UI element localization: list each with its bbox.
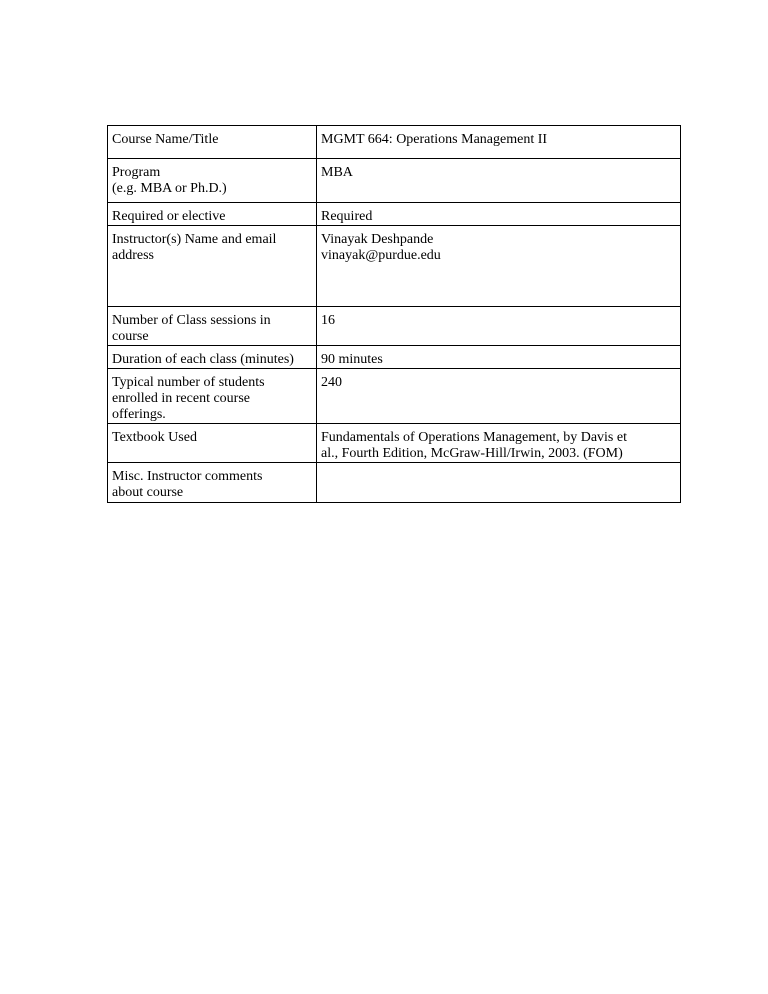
required-label: Required or elective <box>108 203 317 226</box>
instructor-label: Instructor(s) Name and email address <box>108 226 317 307</box>
textbook-value: Fundamentals of Operations Management, by Davis et al., Fourth Edition, McGraw-Hill/Irwin, 2003. (FOM) <box>317 424 681 463</box>
table-row <box>108 424 681 463</box>
sessions-label: Number of Class sessions in course <box>108 307 317 346</box>
sessions-value: 16 <box>317 307 681 346</box>
course-info-table <box>107 125 681 503</box>
program-value: MBA <box>317 159 681 203</box>
duration-label: Duration of each class (minutes) <box>108 346 317 369</box>
table-row <box>108 369 681 424</box>
instructor-name: Vinayak Deshpande <box>321 232 434 247</box>
required-value: Required <box>317 203 681 226</box>
duration-value: 90 minutes <box>317 346 681 369</box>
table-row <box>108 226 681 307</box>
table-row <box>108 346 681 369</box>
textbook-label: Textbook Used <box>108 424 317 463</box>
instructor-value <box>317 226 681 307</box>
table-row <box>108 126 681 159</box>
program-label: Program (e.g. MBA or Ph.D.) <box>108 159 317 203</box>
table-row <box>108 203 681 226</box>
table-row <box>108 307 681 346</box>
course-title-value: MGMT 664: Operations Management II <box>317 126 681 159</box>
students-label: Typical number of students enrolled in recent course offerings. <box>108 369 317 424</box>
misc-comments-value <box>317 463 681 503</box>
misc-comments-label: Misc. Instructor comments about course <box>108 463 317 503</box>
table-row <box>108 159 681 203</box>
table-row <box>108 463 681 503</box>
course-title-label: Course Name/Title <box>108 126 317 159</box>
instructor-email: vinayak@purdue.edu <box>321 248 441 263</box>
students-value: 240 <box>317 369 681 424</box>
